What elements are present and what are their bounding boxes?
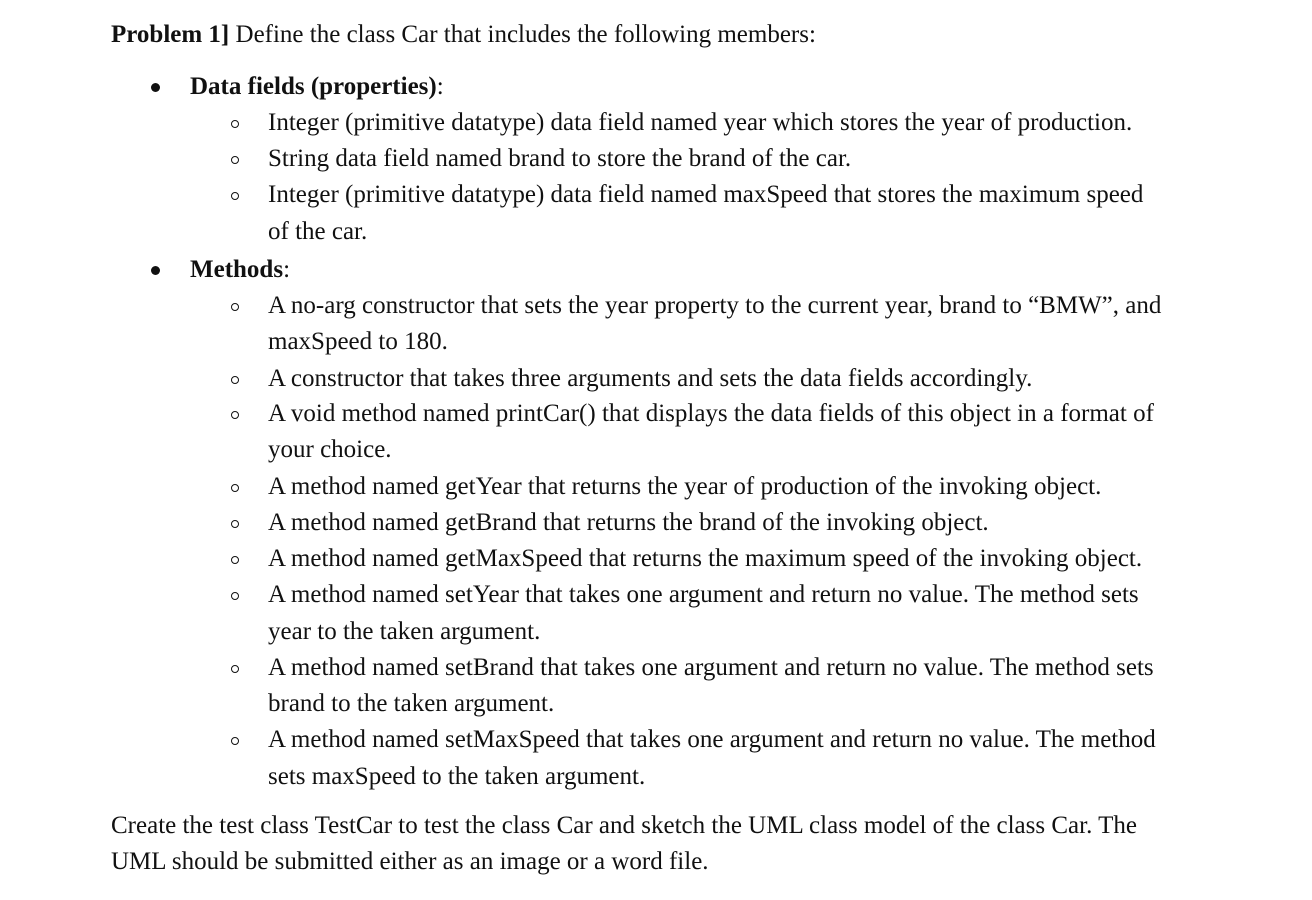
list-item-method-setbrand: A method named setBrand that takes one argument and return no value. The method sets — [268, 654, 1154, 681]
list-item-method-setyear-cont: year to the taken argument. — [268, 618, 541, 645]
bullet-circle-icon — [231, 556, 239, 564]
bullet-dot-icon — [151, 266, 160, 275]
bullet-circle-icon — [231, 665, 239, 673]
list-item-method-setyear: A method named setYear that takes one argument and return no value. The method sets — [268, 581, 1139, 608]
bullet-circle-icon — [231, 192, 239, 200]
list-item-method-noarg-constructor-cont: maxSpeed to 180. — [268, 328, 448, 355]
closing-paragraph-line-2: UML should be submitted either as an image or a word file. — [111, 848, 709, 875]
bullet-circle-icon — [231, 737, 239, 745]
list-item-data-field-maxspeed-cont: of the car. — [268, 218, 368, 245]
problem-label: Problem 1] — [111, 21, 230, 48]
list-item-method-getmaxspeed: A method named getMaxSpeed that returns the maximum speed of the invoking object. — [268, 545, 1143, 572]
list-item-data-field-maxspeed: Integer (primitive datatype) data field named maxSpeed that stores the maximum speed — [268, 181, 1144, 208]
list-item-method-setmaxspeed-cont: sets maxSpeed to the taken argument. — [268, 763, 646, 790]
bullet-circle-icon — [231, 156, 239, 164]
bullet-circle-icon — [231, 303, 239, 311]
bullet-circle-icon — [231, 484, 239, 492]
bullet-circle-icon — [231, 520, 239, 528]
section-heading-methods: Methods: — [190, 256, 291, 283]
list-item-method-printcar-cont: your choice. — [268, 436, 392, 463]
section-heading-data-fields: Data fields (properties): — [190, 73, 444, 100]
list-item-method-printcar: A void method named printCar() that displays the data fields of this object in a format of — [268, 400, 1154, 427]
bullet-circle-icon — [231, 592, 239, 600]
closing-paragraph-line-1: Create the test class TestCar to test the class Car and sketch the UML class model of the class Car. The — [111, 812, 1137, 839]
list-item-data-field-year: Integer (primitive datatype) data field named year which stores the year of production. — [268, 109, 1133, 136]
list-item-method-constructor: A constructor that takes three arguments and sets the data fields accordingly. — [268, 365, 1033, 392]
problem-heading — [111, 20, 816, 50]
list-item-data-field-brand: String data field named brand to store the brand of the car. — [268, 145, 852, 172]
list-item-method-setmaxspeed: A method named setMaxSpeed that takes one argument and return no value. The method — [268, 726, 1156, 753]
list-item-method-setbrand-cont: brand to the taken argument. — [268, 690, 555, 717]
list-item-method-getbrand: A method named getBrand that returns the brand of the invoking object. — [268, 509, 989, 536]
bullet-circle-icon — [231, 376, 239, 384]
bullet-circle-icon — [231, 411, 239, 419]
problem-intro: Define the class Car that includes the following members: — [229, 21, 816, 48]
list-item-method-getyear: A method named getYear that returns the year of production of the invoking object. — [268, 473, 1102, 500]
bullet-dot-icon — [151, 83, 160, 92]
list-item-method-noarg-constructor: A no-arg constructor that sets the year property to the current year, brand to “BMW”, and — [268, 292, 1162, 319]
bullet-circle-icon — [231, 120, 239, 128]
